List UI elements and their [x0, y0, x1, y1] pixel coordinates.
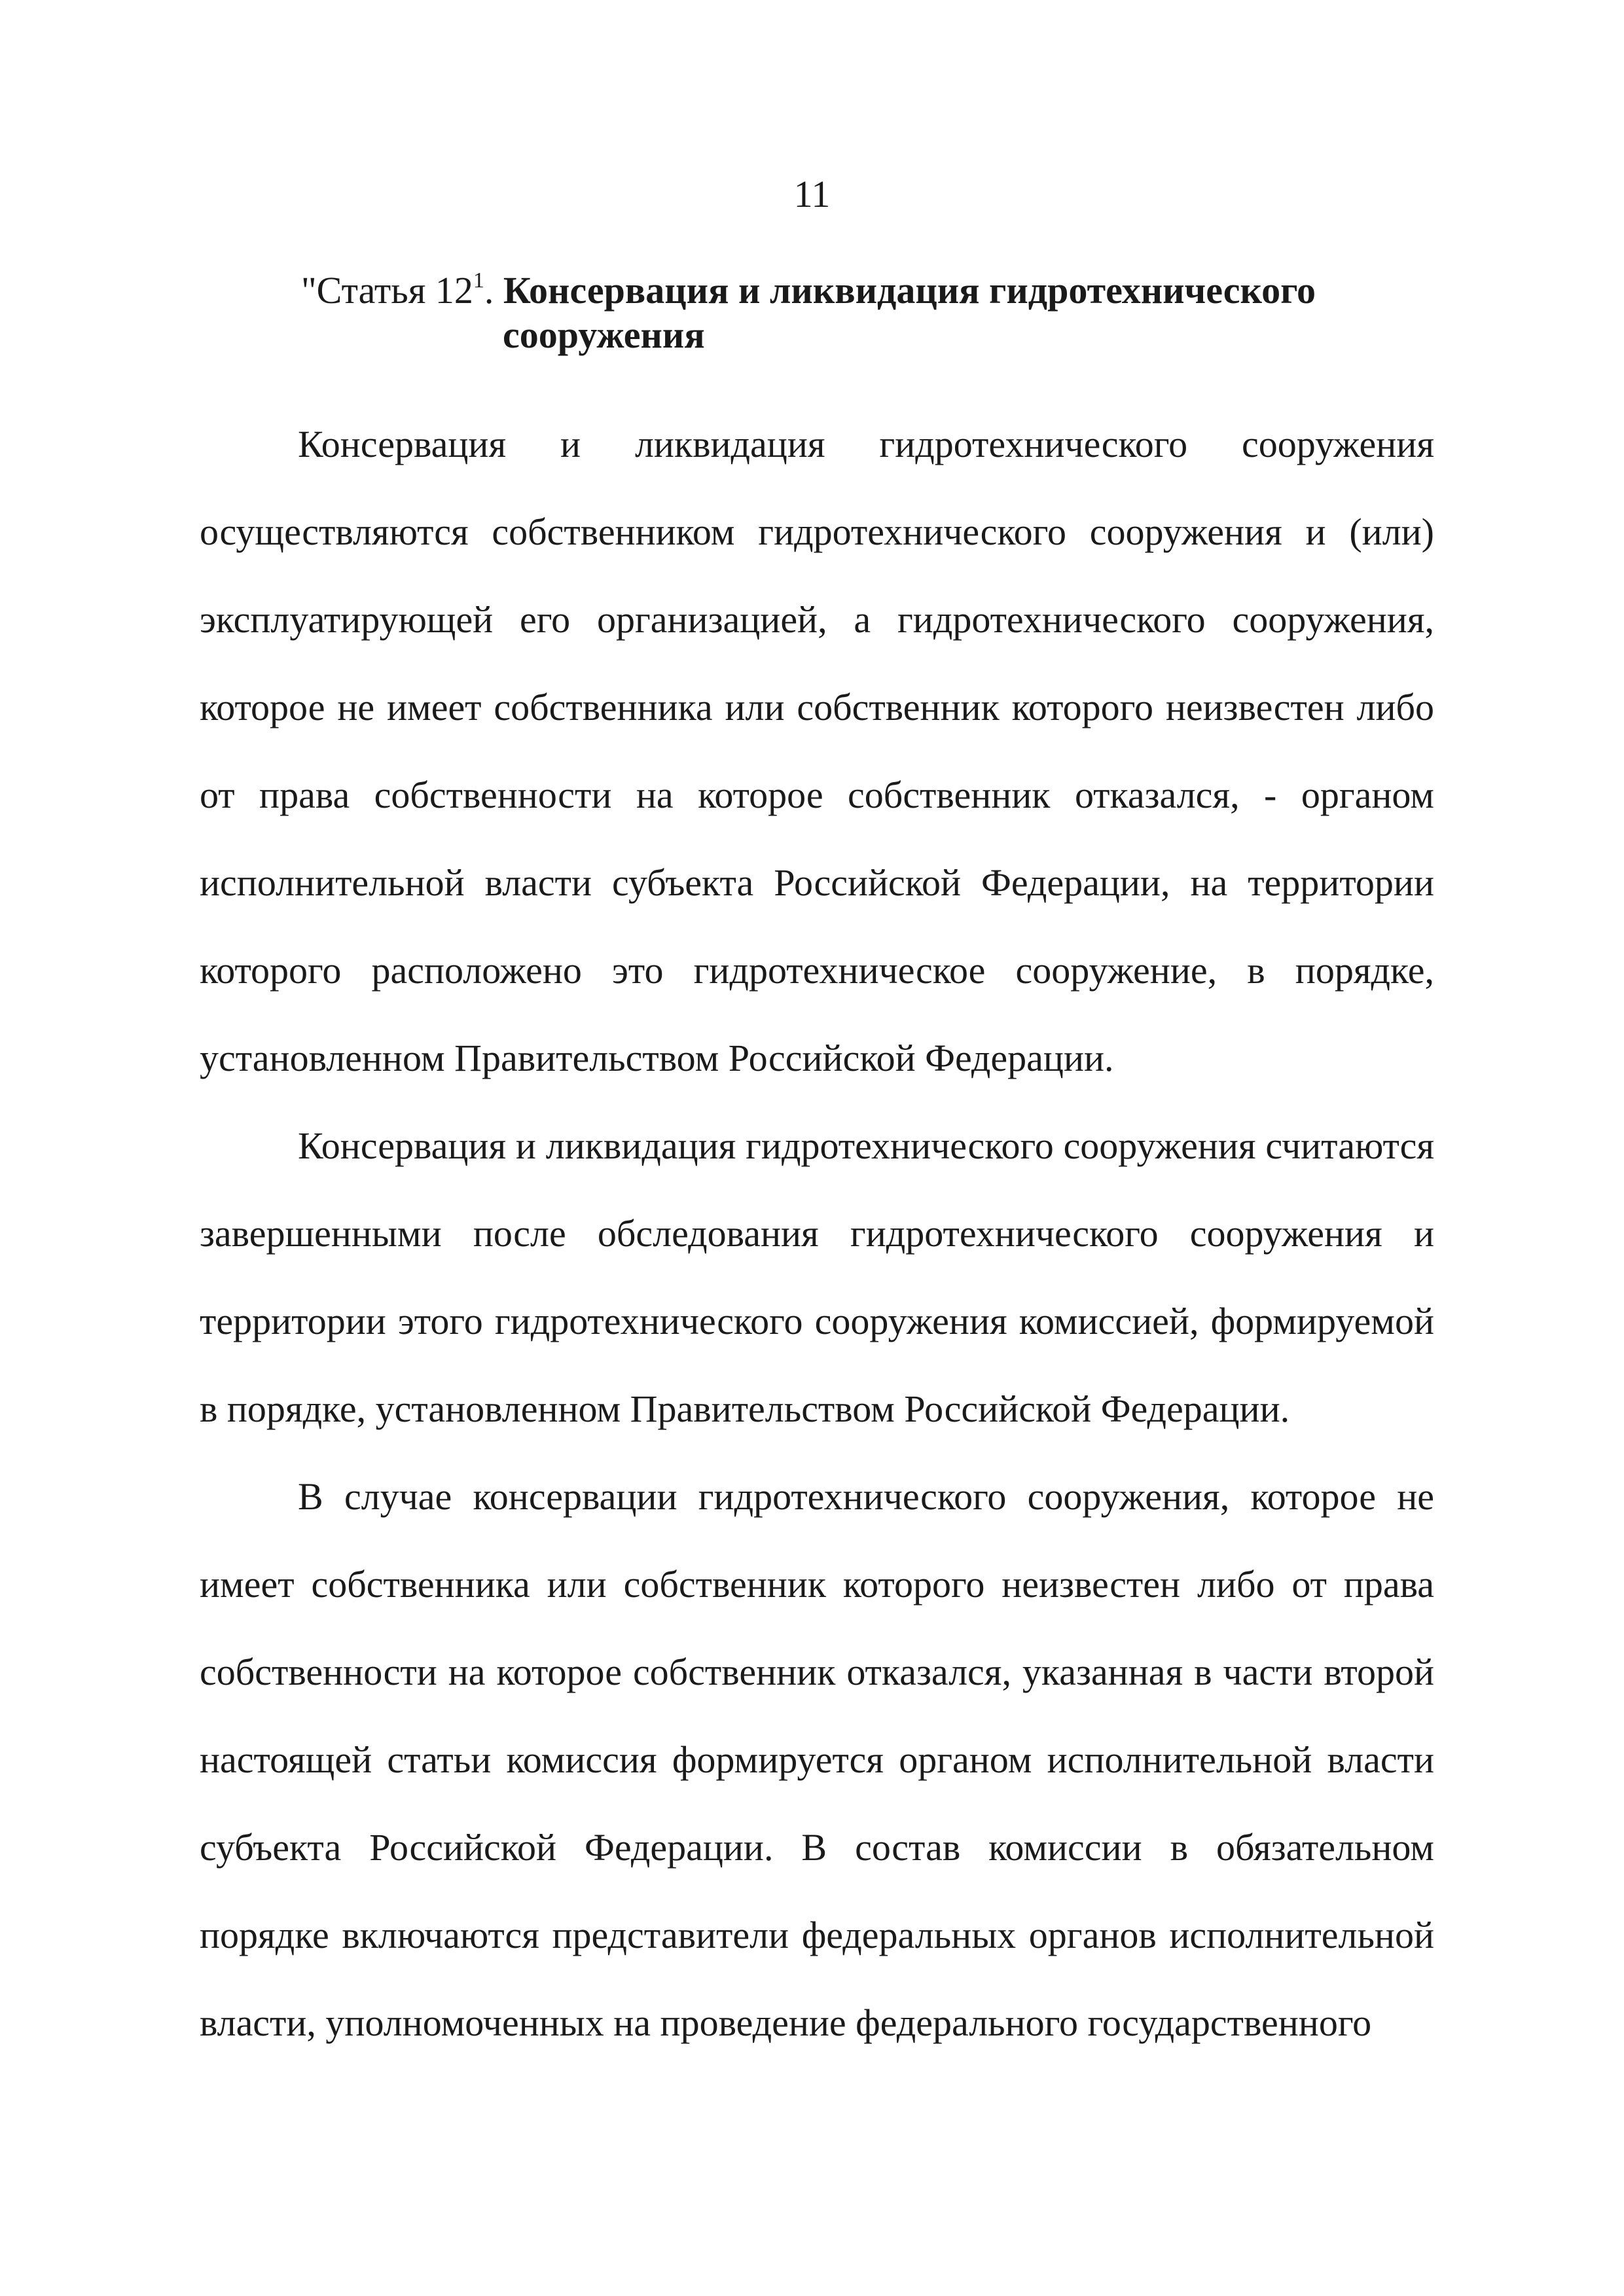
paragraph-3: В случае консервации гидротехнического сооружения, которое не имеет собственника или собственник которого неизвестен либо от права собственности на которое собственник отказался, указанная в части второй настоящей статьи комиссия формируется органом исполнительной власти субъекта Российской Федерации. В состав комиссии в обязательном порядке включаются представители федеральных органов исполнительной власти, уполномоченных на проведение федерального государственного	[200, 1475, 1434, 2044]
article-title-line2: сооружения	[503, 314, 705, 356]
article-separator: .	[484, 269, 503, 312]
article-number-superscript: 1	[473, 268, 484, 293]
paragraph-1: Консервация и ликвидация гидротехнического сооружения осуществляются собственником гидротехнического сооружения и (или) эксплуатирующей его организацией, а гидротехнического сооружения, которое не имеет собственника или собственник которого неизвестен либо от права собственности на которое собственник отказался, - органом исполнительной власти субъекта Российской Федерации, на территории которого расположено это гидротехническое сооружение, в порядке, установленном Правительством Российской Федерации.	[200, 423, 1434, 1079]
paragraph-2: Консервация и ликвидация гидротехнического сооружения считаются завершенными после обследования гидротехнического сооружения и территории этого гидротехнического сооружения комиссией, формируемой в порядке, установленном Правительством Российской Федерации.	[200, 1124, 1434, 1430]
article-body	[200, 401, 1434, 2067]
article-number: "Статья 12	[301, 269, 473, 312]
page-number: 11	[793, 173, 831, 215]
article-title-line1: Консервация и ликвидация гидротехнического	[503, 269, 1316, 312]
article-heading	[301, 268, 1414, 357]
